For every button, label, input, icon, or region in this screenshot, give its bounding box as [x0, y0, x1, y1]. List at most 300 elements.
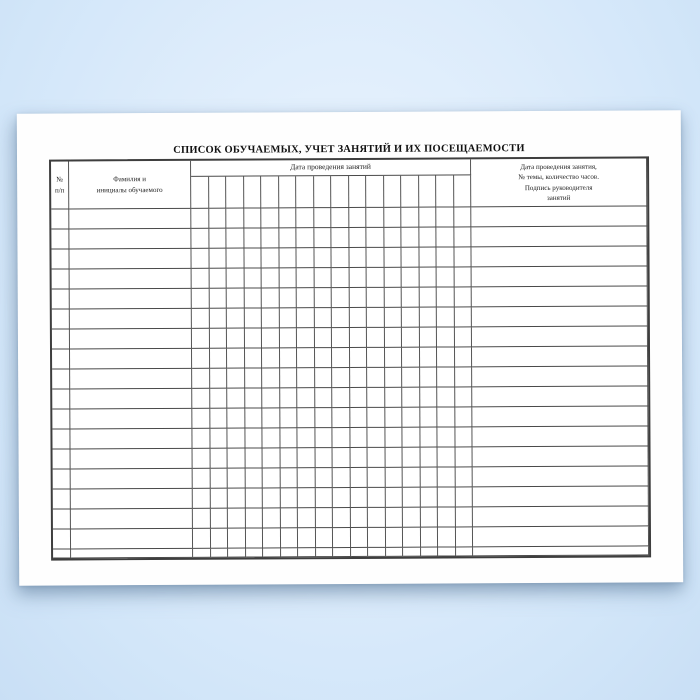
- attendance-cell: [210, 489, 228, 509]
- attendance-cell: [402, 408, 420, 428]
- attendance-cell: [227, 289, 245, 309]
- attendance-cell: [420, 528, 438, 548]
- attendance-cell: [315, 428, 333, 448]
- column-header-lesson-dates-label: Дата проведения занятий: [290, 161, 371, 172]
- attendance-cell: [419, 328, 437, 348]
- attendance-cell: [437, 307, 455, 327]
- student-name-cell: [70, 309, 192, 330]
- attendance-cell: [228, 449, 246, 469]
- attendance-cell: [245, 348, 263, 368]
- attendance-cell: [245, 448, 263, 468]
- row-index-cell: [53, 489, 71, 509]
- student-name-cell: [70, 269, 192, 290]
- attendance-cell: [296, 248, 314, 268]
- attendance-cell: [226, 209, 244, 229]
- date-header-cell: [419, 176, 437, 208]
- student-name-cell: [71, 489, 193, 510]
- attendance-cell: [349, 328, 367, 348]
- attendance-cell: [367, 408, 385, 428]
- attendance-cell: [192, 309, 210, 329]
- column-header-student-name-line1: Фамилия и: [113, 175, 147, 184]
- attendance-cell: [245, 468, 263, 488]
- attendance-cell: [438, 467, 456, 487]
- attendance-cell: [402, 428, 420, 448]
- attendance-cell: [384, 308, 402, 328]
- attendance-cell: [349, 228, 367, 248]
- attendance-cell: [385, 368, 403, 388]
- row-index-cell: [52, 269, 70, 289]
- attendance-cell: [403, 508, 421, 528]
- attendance-cell: [245, 388, 263, 408]
- date-header-cell: [384, 176, 402, 208]
- date-header-cell: [191, 177, 209, 209]
- attendance-cell: [314, 268, 332, 288]
- lesson-summary-cell: [471, 226, 647, 247]
- lesson-summary-cell: [471, 206, 647, 227]
- column-header-index-line1: №: [56, 175, 63, 184]
- attendance-cell: [454, 207, 472, 227]
- attendance-cell: [350, 388, 368, 408]
- attendance-cell: [350, 508, 368, 528]
- attendance-cell: [245, 408, 263, 428]
- lesson-summary-cell: [473, 546, 649, 556]
- lesson-summary-cell: [472, 406, 648, 427]
- attendance-cell: [280, 428, 298, 448]
- row-index-cell: [52, 329, 70, 349]
- date-header-cell: [296, 176, 314, 208]
- attendance-cell: [297, 408, 315, 428]
- date-header-cell: [366, 176, 384, 208]
- attendance-cell: [368, 528, 386, 548]
- attendance-cell: [456, 547, 474, 556]
- attendance-cell: [436, 227, 454, 247]
- attendance-cell: [366, 208, 384, 228]
- attendance-cell: [349, 248, 367, 268]
- row-index-cell: [52, 289, 70, 309]
- row-index-cell: [52, 349, 70, 369]
- attendance-cell: [263, 548, 281, 557]
- attendance-cell: [193, 549, 211, 558]
- attendance-cell: [367, 388, 385, 408]
- attendance-cell: [245, 428, 263, 448]
- attendance-cell: [263, 508, 281, 528]
- attendance-cell: [385, 468, 403, 488]
- attendance-cell: [455, 467, 473, 487]
- row-index-cell: [51, 249, 69, 269]
- attendance-cell: [280, 488, 298, 508]
- row-index-cell: [52, 309, 70, 329]
- row-index-cell: [53, 509, 71, 529]
- attendance-cell: [210, 529, 228, 549]
- student-name-cell: [70, 429, 192, 450]
- attendance-cell: [350, 348, 368, 368]
- lesson-summary-cell: [473, 466, 649, 487]
- attendance-cell: [455, 407, 473, 427]
- attendance-cell: [192, 369, 210, 389]
- column-header-lesson-dates-group: [191, 159, 471, 176]
- attendance-cell: [437, 347, 455, 367]
- attendance-cell: [368, 548, 386, 557]
- row-index-cell: [53, 549, 71, 558]
- student-name-cell: [70, 389, 192, 410]
- attendance-cell: [226, 229, 244, 249]
- column-header-lesson-summary-line4: занятий: [546, 193, 571, 202]
- attendance-cell: [350, 468, 368, 488]
- date-header-cell: [226, 177, 244, 209]
- column-header-lesson-summary-line2: № темы, количество часов.: [518, 173, 599, 182]
- attendance-cell: [454, 327, 472, 347]
- date-header-cell: [261, 176, 279, 208]
- attendance-cell: [367, 348, 385, 368]
- student-name-cell: [71, 509, 193, 530]
- attendance-cell: [316, 548, 334, 557]
- attendance-cell: [245, 528, 263, 548]
- attendance-cell: [419, 348, 437, 368]
- attendance-cell: [403, 548, 421, 557]
- lesson-summary-cell: [472, 286, 648, 307]
- attendance-cell: [227, 389, 245, 409]
- lesson-summary-cell: [473, 486, 649, 507]
- attendance-cell: [333, 508, 351, 528]
- attendance-cell: [419, 288, 437, 308]
- attendance-cell: [209, 249, 227, 269]
- attendance-cell: [385, 428, 403, 448]
- student-name-cell: [70, 369, 192, 390]
- attendance-table: [49, 156, 651, 560]
- attendance-cell: [262, 368, 280, 388]
- lesson-summary-cell: [472, 266, 648, 287]
- attendance-cell: [227, 329, 245, 349]
- row-index-cell: [51, 209, 69, 229]
- attendance-cell: [262, 308, 280, 328]
- attendance-cell: [315, 528, 333, 548]
- row-index-cell: [52, 409, 70, 429]
- attendance-cell: [331, 228, 349, 248]
- attendance-cell: [331, 208, 349, 228]
- attendance-cell: [262, 408, 280, 428]
- attendance-cell: [280, 348, 298, 368]
- attendance-cell: [297, 348, 315, 368]
- attendance-cell: [385, 388, 403, 408]
- document-sheet: [17, 110, 683, 585]
- attendance-cell: [437, 327, 455, 347]
- attendance-cell: [297, 328, 315, 348]
- student-name-cell: [69, 229, 191, 250]
- attendance-cell: [403, 528, 421, 548]
- attendance-cell: [419, 228, 437, 248]
- attendance-cell: [192, 389, 210, 409]
- attendance-cell: [350, 368, 368, 388]
- attendance-cell: [454, 287, 472, 307]
- attendance-cell: [366, 228, 384, 248]
- attendance-cell: [402, 288, 420, 308]
- attendance-cell: [332, 348, 350, 368]
- attendance-cell: [367, 308, 385, 328]
- attendance-cell: [333, 448, 351, 468]
- attendance-cell: [228, 469, 246, 489]
- attendance-cell: [280, 368, 298, 388]
- attendance-cell: [228, 549, 246, 558]
- attendance-cell: [402, 368, 420, 388]
- attendance-cell: [261, 228, 279, 248]
- attendance-cell: [263, 528, 281, 548]
- date-header-cell: [244, 176, 262, 208]
- attendance-cell: [192, 269, 210, 289]
- attendance-cell: [437, 367, 455, 387]
- attendance-cell: [298, 448, 316, 468]
- attendance-cell: [419, 248, 437, 268]
- attendance-cell: [314, 228, 332, 248]
- attendance-cell: [263, 448, 281, 468]
- column-header-index-line2: п/п: [54, 185, 65, 195]
- attendance-cell: [280, 388, 298, 408]
- attendance-cell: [298, 528, 316, 548]
- column-header-lesson-summary-line1: Дата проведения занятия,: [520, 162, 597, 172]
- attendance-cell: [368, 508, 386, 528]
- attendance-cell: [420, 468, 438, 488]
- attendance-cell: [280, 448, 298, 468]
- lesson-summary-cell: [472, 346, 648, 367]
- attendance-cell: [333, 548, 351, 557]
- attendance-cell: [437, 407, 455, 427]
- attendance-cell: [438, 487, 456, 507]
- attendance-cell: [401, 228, 419, 248]
- attendance-cell: [280, 408, 298, 428]
- attendance-cell: [368, 448, 386, 468]
- attendance-cell: [279, 228, 297, 248]
- attendance-cell: [420, 408, 438, 428]
- student-name-cell: [70, 349, 192, 370]
- lesson-summary-cell: [472, 366, 648, 387]
- attendance-cell: [210, 449, 228, 469]
- attendance-cell: [280, 468, 298, 488]
- column-header-lesson-summary: [471, 158, 647, 207]
- attendance-cell: [227, 269, 245, 289]
- column-header-lesson-summary-line3: Подпись руководителя: [524, 183, 593, 192]
- attendance-cell: [279, 288, 297, 308]
- attendance-cell: [349, 208, 367, 228]
- attendance-cell: [401, 208, 419, 228]
- attendance-cell: [244, 328, 262, 348]
- attendance-cell: [367, 268, 385, 288]
- lesson-summary-cell: [473, 526, 649, 547]
- attendance-cell: [298, 548, 316, 557]
- attendance-cell: [436, 247, 454, 267]
- date-header-cell: [331, 176, 349, 208]
- attendance-cell: [296, 208, 314, 228]
- student-name-cell: [70, 409, 192, 430]
- attendance-cell: [420, 388, 438, 408]
- attendance-cell: [315, 448, 333, 468]
- attendance-cell: [368, 468, 386, 488]
- student-name-cell: [71, 469, 193, 490]
- attendance-cell: [261, 248, 279, 268]
- attendance-cell: [438, 447, 456, 467]
- attendance-cell: [454, 247, 472, 267]
- attendance-cell: [192, 349, 210, 369]
- attendance-cell: [419, 268, 437, 288]
- attendance-cell: [228, 529, 246, 549]
- attendance-cell: [297, 368, 315, 388]
- lesson-summary-cell: [472, 426, 648, 447]
- attendance-cell: [226, 249, 244, 269]
- attendance-cell: [262, 268, 280, 288]
- attendance-cell: [209, 309, 227, 329]
- attendance-cell: [244, 288, 262, 308]
- row-index-cell: [52, 389, 70, 409]
- attendance-cell: [349, 308, 367, 328]
- attendance-cell: [455, 387, 473, 407]
- attendance-cell: [350, 448, 368, 468]
- attendance-cell: [210, 369, 228, 389]
- row-index-cell: [53, 449, 71, 469]
- attendance-cell: [436, 207, 454, 227]
- attendance-cell: [298, 508, 316, 528]
- attendance-cell: [245, 488, 263, 508]
- date-header-cell: [279, 176, 297, 208]
- attendance-cell: [366, 248, 384, 268]
- attendance-cell: [384, 288, 402, 308]
- attendance-cell: [262, 388, 280, 408]
- date-header-cell: [349, 176, 367, 208]
- attendance-cell: [279, 248, 297, 268]
- attendance-cell: [192, 429, 210, 449]
- attendance-cell: [332, 328, 350, 348]
- attendance-cell: [191, 209, 209, 229]
- attendance-cell: [244, 208, 262, 228]
- attendance-cell: [402, 388, 420, 408]
- attendance-cell: [437, 267, 455, 287]
- attendance-cell: [262, 288, 280, 308]
- attendance-cell: [193, 469, 211, 489]
- attendance-cell: [401, 248, 419, 268]
- attendance-cell: [384, 228, 402, 248]
- attendance-cell: [385, 508, 403, 528]
- attendance-cell: [193, 509, 211, 529]
- attendance-cell: [262, 348, 280, 368]
- attendance-cell: [261, 208, 279, 228]
- student-name-cell: [70, 289, 192, 310]
- date-header-cell: [436, 175, 454, 207]
- attendance-cell: [191, 229, 209, 249]
- attendance-cell: [315, 508, 333, 528]
- attendance-cell: [455, 367, 473, 387]
- attendance-cell: [210, 509, 228, 529]
- attendance-cell: [367, 288, 385, 308]
- attendance-cell: [314, 248, 332, 268]
- attendance-cell: [296, 228, 314, 248]
- attendance-cell: [262, 428, 280, 448]
- attendance-cell: [244, 268, 262, 288]
- attendance-cell: [403, 448, 421, 468]
- student-name-cell: [71, 529, 193, 550]
- date-header-cell: [401, 176, 419, 208]
- row-index-cell: [53, 469, 71, 489]
- attendance-cell: [315, 348, 333, 368]
- attendance-cell: [368, 488, 386, 508]
- attendance-cell: [210, 389, 228, 409]
- attendance-cell: [438, 507, 456, 527]
- attendance-cell: [192, 409, 210, 429]
- attendance-cell: [280, 508, 298, 528]
- attendance-cell: [227, 369, 245, 389]
- attendance-cell: [402, 308, 420, 328]
- attendance-cell: [438, 547, 456, 556]
- attendance-cell: [279, 308, 297, 328]
- attendance-cell: [315, 368, 333, 388]
- attendance-cell: [315, 388, 333, 408]
- attendance-cell: [350, 488, 368, 508]
- attendance-cell: [403, 468, 421, 488]
- lesson-summary-cell: [473, 446, 649, 467]
- attendance-cell: [333, 488, 351, 508]
- date-header-cell: [209, 177, 227, 209]
- attendance-cell: [386, 548, 404, 557]
- attendance-cell: [263, 488, 281, 508]
- lesson-summary-cell: [472, 306, 648, 327]
- attendance-cell: [244, 248, 262, 268]
- attendance-cell: [314, 308, 332, 328]
- attendance-cell: [279, 328, 297, 348]
- attendance-cell: [246, 548, 264, 557]
- attendance-cell: [351, 548, 369, 557]
- attendance-cell: [193, 529, 211, 549]
- attendance-cell: [455, 527, 473, 547]
- attendance-cell: [350, 528, 368, 548]
- attendance-cell: [332, 268, 350, 288]
- attendance-cell: [210, 409, 228, 429]
- attendance-cell: [455, 427, 473, 447]
- attendance-cell: [333, 528, 351, 548]
- attendance-cell: [209, 289, 227, 309]
- attendance-cell: [210, 469, 228, 489]
- student-name-cell: [71, 449, 193, 470]
- attendance-cell: [385, 448, 403, 468]
- attendance-cell: [454, 307, 472, 327]
- date-header-cell: [454, 175, 472, 207]
- column-header-student-name: [69, 161, 191, 210]
- attendance-cell: [245, 508, 263, 528]
- attendance-cell: [209, 209, 227, 229]
- column-header-index: [51, 161, 69, 209]
- attendance-cell: [419, 308, 437, 328]
- attendance-cell: [454, 347, 472, 367]
- attendance-cell: [211, 549, 229, 558]
- attendance-cell: [297, 388, 315, 408]
- attendance-cell: [384, 248, 402, 268]
- attendance-cell: [367, 428, 385, 448]
- attendance-cell: [437, 427, 455, 447]
- column-header-student-name-line2: инициалы обучаемого: [96, 185, 163, 194]
- attendance-cell: [420, 368, 438, 388]
- attendance-cell: [297, 268, 315, 288]
- attendance-cell: [403, 488, 421, 508]
- attendance-cell: [314, 208, 332, 228]
- attendance-cell: [193, 489, 211, 509]
- attendance-cell: [245, 368, 263, 388]
- attendance-cell: [332, 368, 350, 388]
- attendance-cell: [332, 388, 350, 408]
- attendance-cell: [297, 308, 315, 328]
- attendance-cell: [244, 308, 262, 328]
- attendance-cell: [228, 509, 246, 529]
- row-index-cell: [53, 529, 71, 549]
- attendance-cell: [297, 288, 315, 308]
- student-name-cell: [69, 209, 191, 230]
- attendance-cell: [315, 488, 333, 508]
- attendance-cell: [367, 328, 385, 348]
- row-index-cell: [52, 369, 70, 389]
